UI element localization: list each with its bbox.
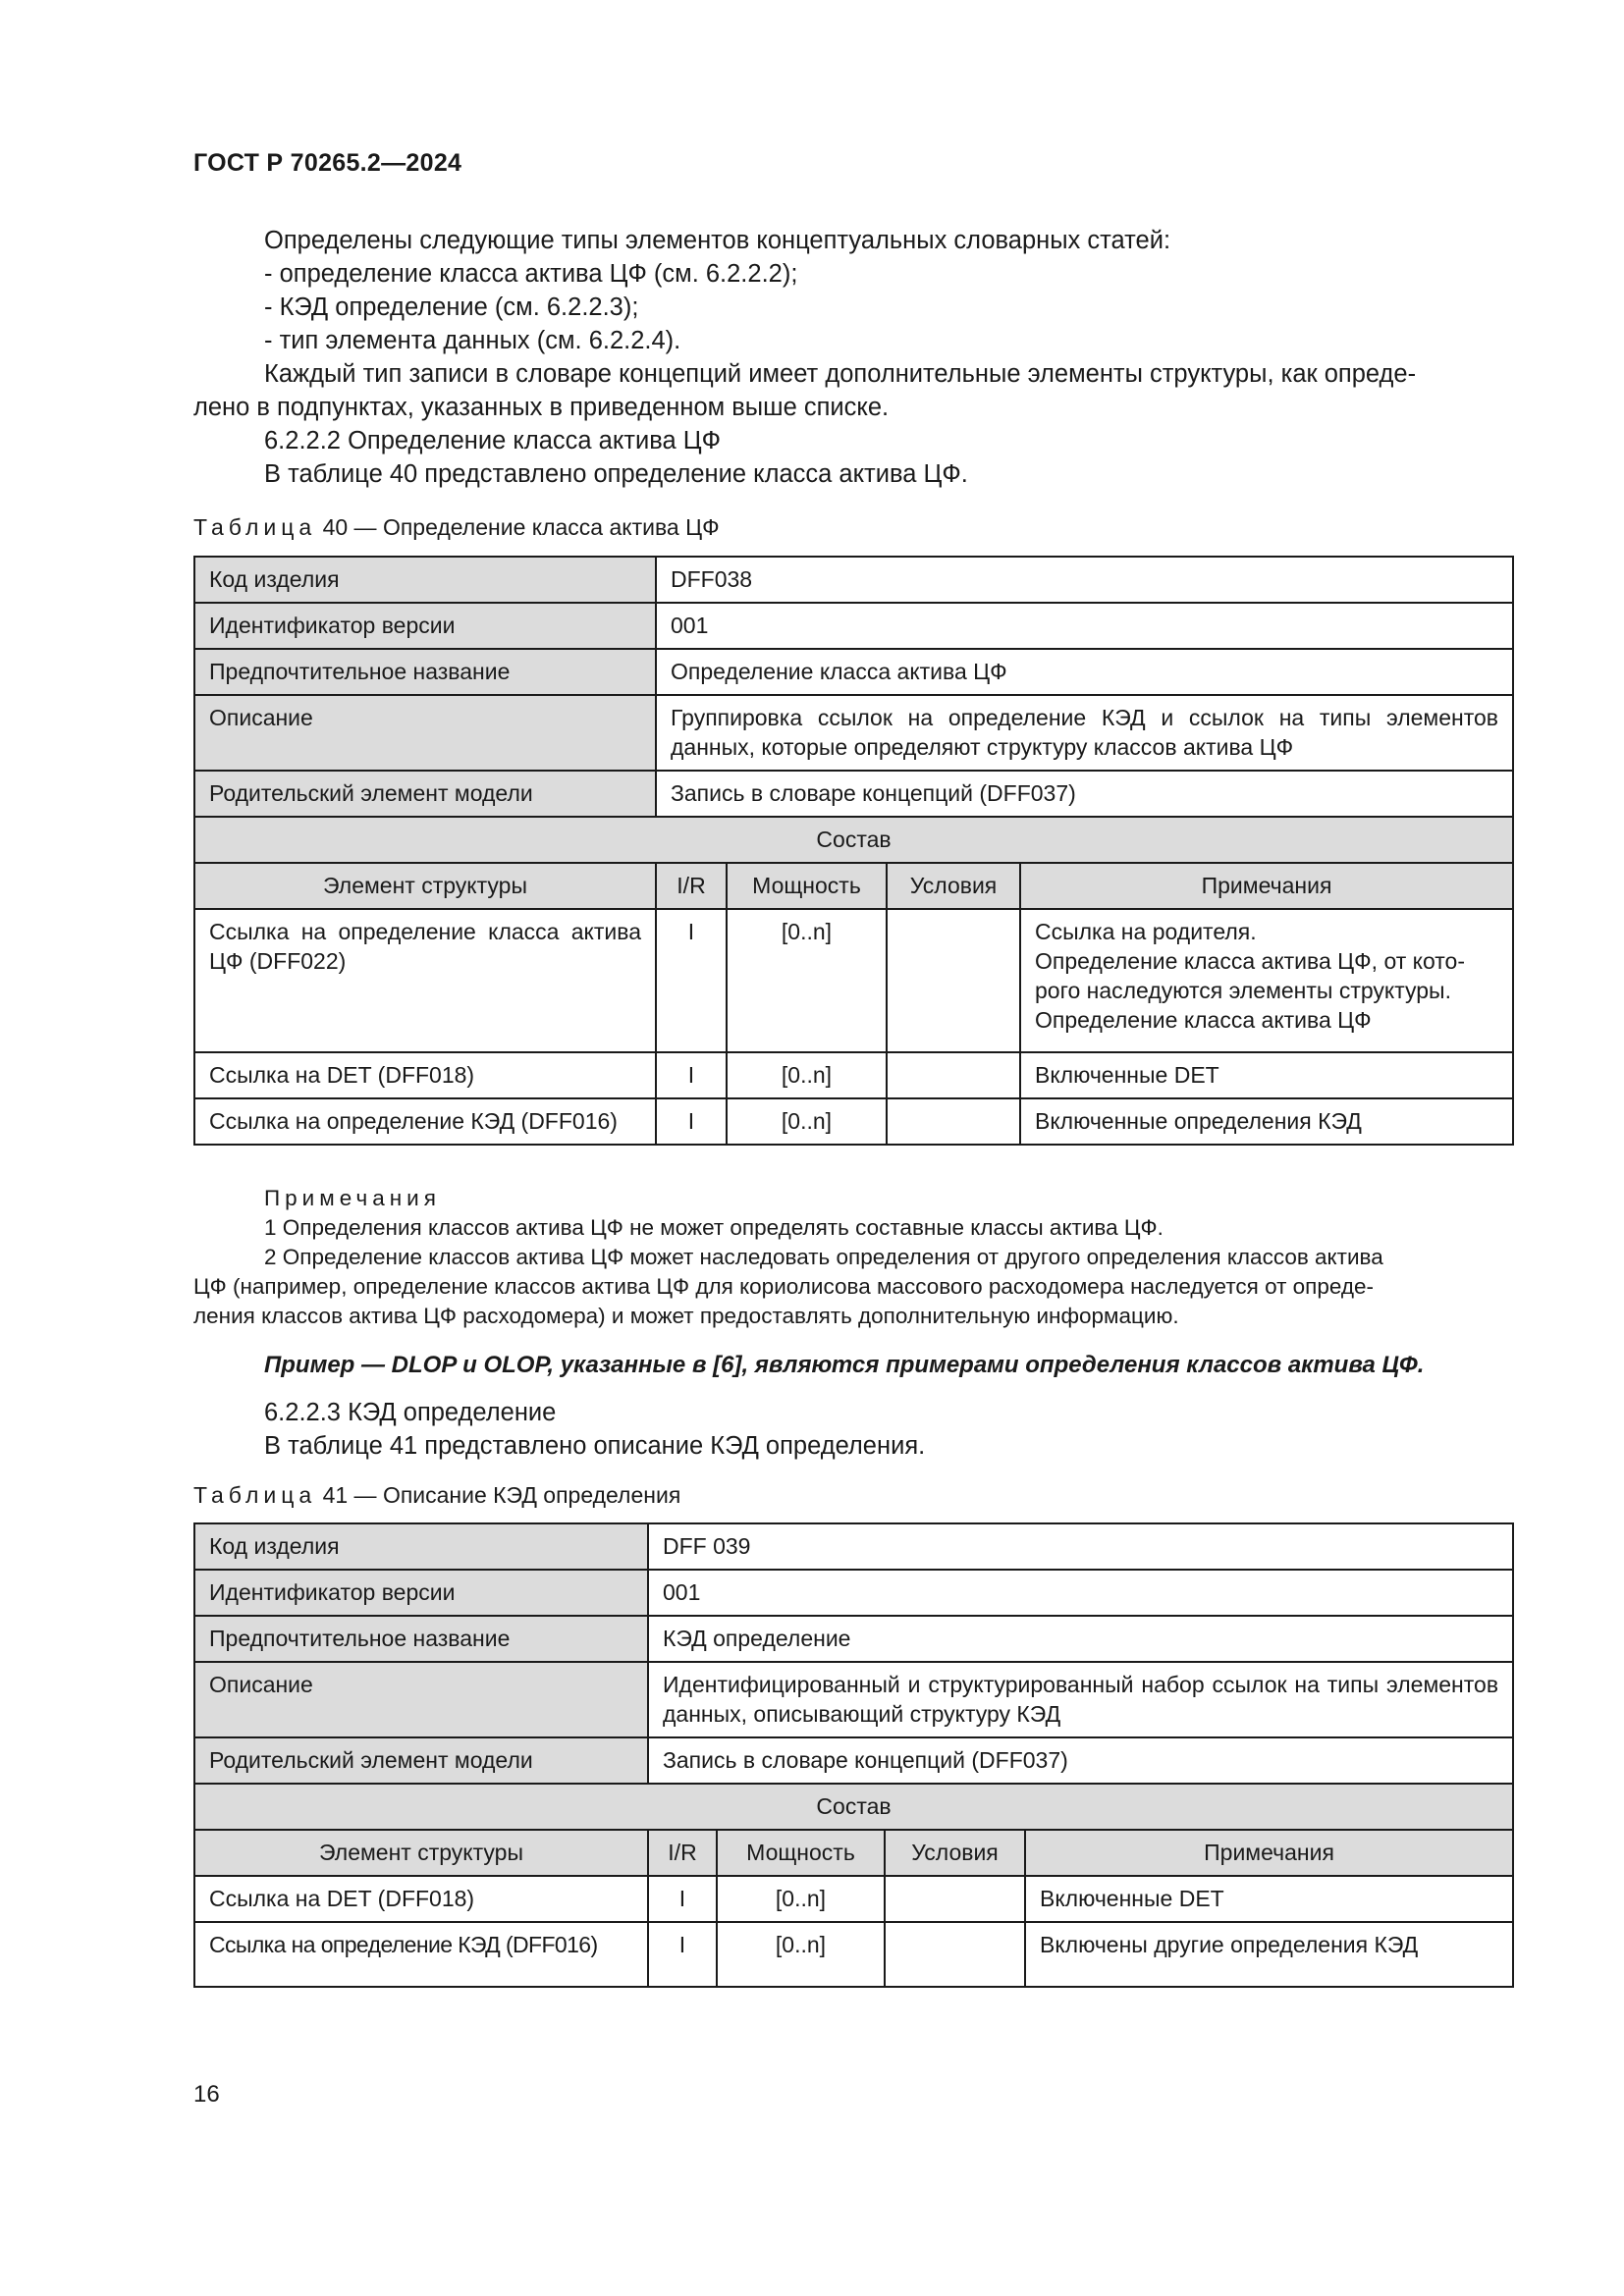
table-row [194, 1570, 1513, 1616]
table-41-caption [193, 1482, 680, 1509]
meta-value: 001 [648, 1570, 1513, 1616]
note-line: ления классов актива ЦФ расходомера) и может предоставлять дополнительную информацию. [193, 1304, 1179, 1328]
meta-value: 001 [656, 603, 1513, 649]
intro-line: В таблице 40 представлено определение класса актива ЦФ. [264, 460, 968, 488]
cell-conditions [887, 1098, 1020, 1145]
section-label: Состав [194, 1784, 1513, 1830]
table-row [194, 1662, 1513, 1737]
table-41 [193, 1522, 1514, 1988]
caption-word: Таблица [193, 1482, 317, 1508]
cell-notes: Включенные определения КЭД [1020, 1098, 1513, 1145]
cell-ir: I [656, 1098, 727, 1145]
table-row [194, 1876, 1513, 1922]
column-header: Мощность [717, 1830, 885, 1876]
meta-label: Родительский элемент модели [194, 1737, 648, 1784]
column-header: Мощность [727, 863, 887, 909]
meta-value: Идентифицированный и структурированный набор ссылок на типы элементов данных, описывающий структуру КЭД [648, 1662, 1513, 1737]
caption-word: Таблица [193, 514, 317, 540]
table-row [194, 1098, 1513, 1145]
meta-value: Запись в словаре концепций (DFF037) [648, 1737, 1513, 1784]
table-row [194, 1737, 1513, 1784]
meta-label: Код изделия [194, 1523, 648, 1570]
table-row [194, 1523, 1513, 1570]
table-row [194, 909, 1513, 1052]
intro-line: - КЭД определение (см. 6.2.2.3); [264, 294, 639, 321]
column-header: I/R [648, 1830, 717, 1876]
cell-conditions [887, 1052, 1020, 1098]
cell-cardinality: [0..n] [717, 1876, 885, 1922]
table-row [194, 695, 1513, 771]
column-header: Элемент структуры [194, 863, 656, 909]
table-row [194, 1922, 1513, 1987]
section-6223 [193, 1396, 1509, 1463]
note-line: ЦФ (например, определение классов актива ЦФ для кориолисова массового расходомера наследуется от опреде- [193, 1274, 1375, 1299]
cell-cardinality: [0..n] [727, 909, 887, 1052]
meta-label: Код изделия [194, 557, 656, 603]
intro-line: - тип элемента данных (см. 6.2.2.4). [264, 327, 681, 354]
section-label: Состав [194, 817, 1513, 863]
meta-label: Предпочтительное название [194, 649, 656, 695]
meta-label: Родительский элемент модели [194, 771, 656, 817]
cell-element: Ссылка на определение класса актива ЦФ (DFF022) [194, 909, 656, 1052]
intro-line: Определены следующие типы элементов концептуальных словарных статей: [264, 227, 1171, 254]
column-header: Примечания [1025, 1830, 1513, 1876]
section-line: В таблице 41 представлено описание КЭД определения. [264, 1432, 926, 1460]
cell-cardinality: [0..n] [727, 1052, 887, 1098]
intro-line: - определение класса актива ЦФ (см. 6.2.2.2); [264, 260, 798, 288]
cell-conditions [885, 1876, 1025, 1922]
table-row [194, 649, 1513, 695]
cell-notes: Включенные DET [1020, 1052, 1513, 1098]
column-header-row [194, 863, 1513, 909]
subsection-heading: 6.2.2.3 КЭД определение [264, 1399, 557, 1426]
table-row [194, 1052, 1513, 1098]
cell-element: Ссылка на DET (DFF018) [194, 1876, 648, 1922]
meta-value: Определение класса актива ЦФ [656, 649, 1513, 695]
table-40-caption [193, 514, 720, 541]
note-line: рого наследуются элементы структуры. [1035, 978, 1451, 1003]
meta-value: КЭД определение [648, 1616, 1513, 1662]
notes-title: Примечания [264, 1186, 441, 1210]
note-line: Определение класса актива ЦФ [1035, 1007, 1372, 1033]
table-row [194, 1616, 1513, 1662]
meta-label: Предпочтительное название [194, 1616, 648, 1662]
note-line: 2 Определение классов актива ЦФ может наследовать определения от другого определения классов актива [264, 1245, 1383, 1269]
meta-value: Группировка ссылок на определение КЭД и ссылок на типы элементов данных, которые определяют структуру классов актива ЦФ [656, 695, 1513, 771]
intro-text [193, 224, 1509, 491]
column-header: I/R [656, 863, 727, 909]
subsection-heading: 6.2.2.2 Определение класса актива ЦФ [264, 427, 721, 454]
cell-ir: I [648, 1922, 717, 1987]
meta-label: Описание [194, 695, 656, 771]
cell-conditions [887, 909, 1020, 1052]
cell-cardinality: [0..n] [717, 1922, 885, 1987]
cell-ir: I [656, 1052, 727, 1098]
intro-line: лено в подпунктах, указанных в приведенном выше списке. [193, 394, 890, 421]
cell-element: Ссылка на определение КЭД (DFF016) [194, 1922, 648, 1987]
caption-text: 40 — Определение класса актива ЦФ [316, 514, 720, 540]
cell-notes [1020, 909, 1513, 1052]
example-text: Пример — DLOP и OLOP, указанные в [6], являются примерами определения классов актива ЦФ. [264, 1352, 1425, 1378]
cell-notes: Включенные DET [1025, 1876, 1513, 1922]
intro-line: Каждый тип записи в словаре концепций имеет дополнительные элементы структуры, как опреде- [264, 360, 1417, 388]
column-header: Примечания [1020, 863, 1513, 909]
meta-label: Идентификатор версии [194, 603, 656, 649]
cell-ir: I [656, 909, 727, 1052]
cell-cardinality: [0..n] [727, 1098, 887, 1145]
meta-label: Идентификатор версии [194, 1570, 648, 1616]
table-row [194, 771, 1513, 817]
note-line: 1 Определения классов актива ЦФ не может определять составные классы актива ЦФ. [264, 1215, 1164, 1240]
cell-element: Ссылка на DET (DFF018) [194, 1052, 656, 1098]
table-row [194, 603, 1513, 649]
page-number: 16 [193, 2081, 220, 2108]
cell-element: Ссылка на определение КЭД (DFF016) [194, 1098, 656, 1145]
document-header: ГОСТ Р 70265.2—2024 [193, 149, 462, 177]
note-line: Определение класса актива ЦФ, от кото- [1035, 948, 1465, 974]
table-row [194, 557, 1513, 603]
meta-value: Запись в словаре концепций (DFF037) [656, 771, 1513, 817]
column-header-row [194, 1830, 1513, 1876]
column-header: Условия [887, 863, 1020, 909]
section-row [194, 817, 1513, 863]
column-header: Условия [885, 1830, 1025, 1876]
caption-text: 41 — Описание КЭД определения [316, 1482, 681, 1508]
table-40-notes [193, 1184, 1512, 1331]
note-line: Ссылка на родителя. [1035, 919, 1257, 944]
meta-label: Описание [194, 1662, 648, 1737]
meta-value: DFF 039 [648, 1523, 1513, 1570]
section-row [194, 1784, 1513, 1830]
cell-conditions [885, 1922, 1025, 1987]
table-40 [193, 556, 1514, 1146]
meta-value: DFF038 [656, 557, 1513, 603]
cell-ir: I [648, 1876, 717, 1922]
cell-notes: Включены другие определения КЭД [1025, 1922, 1513, 1987]
column-header: Элемент структуры [194, 1830, 648, 1876]
